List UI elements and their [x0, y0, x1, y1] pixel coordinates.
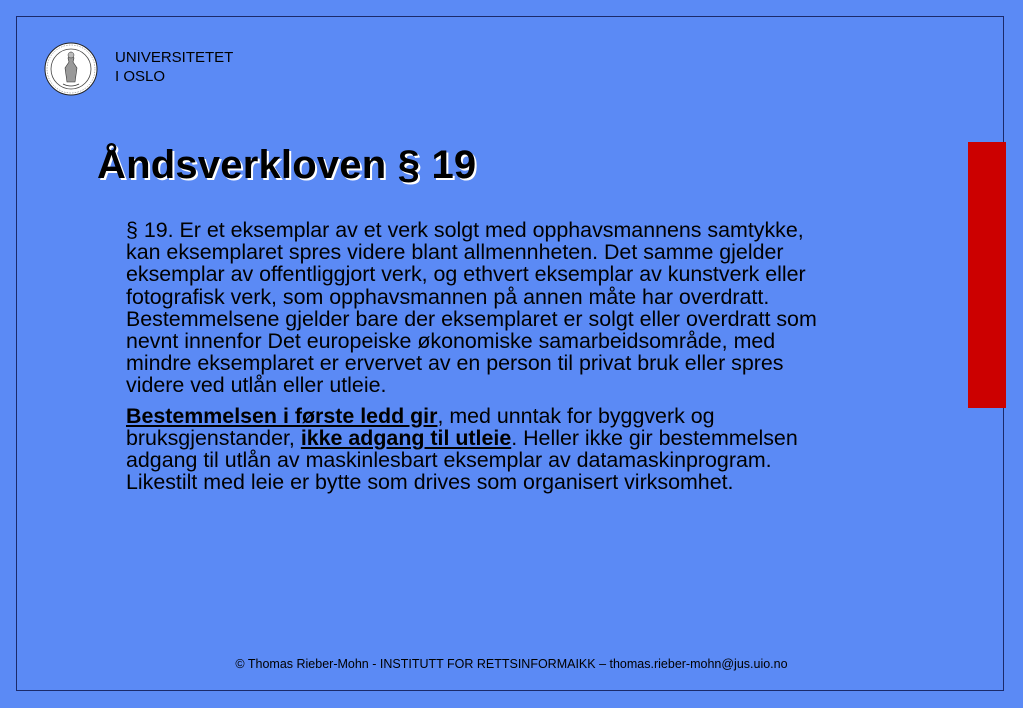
paragraph-2-text-2: . Heller ikke gir bestemmelsen adgang til utlån av maskinlesbart eksemplar av datamaskinprogram. Likestilt med leie er bytte som drives som organisert virksomhet.	[126, 425, 798, 495]
university-seal-icon	[44, 42, 98, 96]
university-line-1: UNIVERSITETET	[115, 49, 234, 66]
paragraph-2-text-1: , med unntak for byggverk og bruksgjenstander,	[126, 403, 715, 450]
slide-title: Åndsverkloven § 19	[97, 143, 477, 187]
emphasis-no-rental: ikke adgang til utleie	[300, 425, 512, 450]
accent-bar	[968, 142, 1006, 408]
emphasis-first-paragraph: Bestemmelsen i første ledd gir	[126, 403, 438, 428]
paragraph-1: § 19. Er et eksemplar av et verk solgt med opphavsmannens samtykke, kan eksemplaret spres videre blant allmennheten. Det samme gjelder eksemplar av offentliggjort verk, og ethvert eksemplar av kunstverk eller fotografisk verk, som opphavsmannen på annen måte har overdratt. Bestemmelsene gjelder bare der eksemplaret er solgt eller overdratt som nevnt innenfor Det europeiske økonomiske samarbeidsområde, med mindre eksemplaret er ervervet av en person til privat bruk eller spres videre ved utlån eller utleie.	[126, 218, 817, 398]
university-line-2: I OSLO	[115, 68, 166, 85]
footer-copyright: © Thomas Rieber-Mohn - INSTITUTT FOR RETTSINFORMAIKK – thomas.rieber-mohn@jus.uio.no	[235, 657, 788, 671]
slide-body	[126, 219, 831, 501]
paragraph-2	[126, 405, 831, 494]
university-name	[115, 48, 233, 86]
